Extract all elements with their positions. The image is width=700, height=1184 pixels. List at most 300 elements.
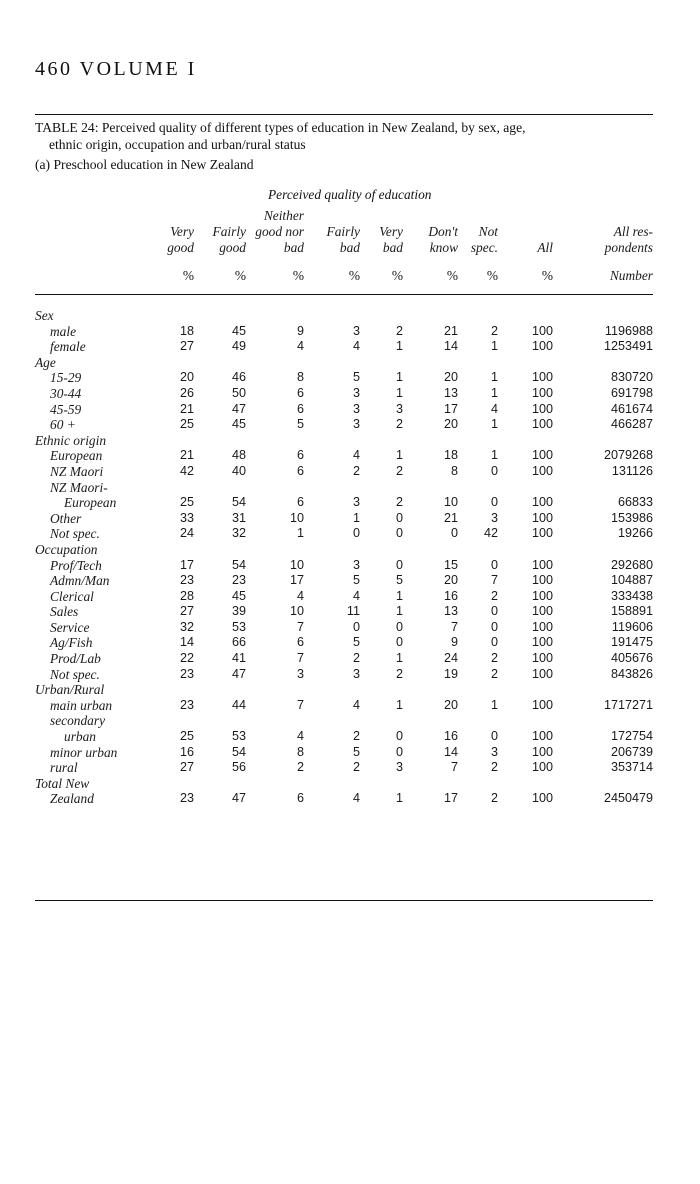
cell-6: 7 (490, 573, 498, 588)
table-row (0, 667, 700, 683)
cell-8: 119606 (611, 619, 653, 634)
table-subtitle: (a) Preschool education in New Zealand (35, 157, 254, 172)
cell-8: 691798 (610, 385, 653, 400)
cell-6: 2 (490, 666, 498, 681)
column-header-line: know (429, 240, 458, 255)
cell-8: 153986 (610, 510, 653, 525)
column-header-2 (244, 208, 304, 256)
cell-1: 54 (231, 744, 246, 759)
table-row (0, 698, 700, 714)
column-header-line: bad (382, 240, 403, 255)
cell-8: 2079268 (603, 448, 653, 463)
cell-4: 3 (395, 401, 403, 416)
column-unit-8: Number (609, 268, 653, 283)
cell-6: 2 (490, 651, 498, 666)
column-unit-0: % (182, 268, 194, 283)
table-caption (35, 119, 655, 153)
cell-6: 0 (490, 495, 498, 510)
table-row (0, 635, 700, 651)
cell-3: 3 (352, 495, 360, 510)
cell-8: 830720 (610, 370, 653, 385)
table-section-heading (0, 682, 700, 698)
cell-5: 13 (443, 604, 458, 619)
cell-2: 10 (289, 604, 304, 619)
column-header-line: Don't (428, 224, 458, 239)
cell-4: 1 (395, 604, 403, 619)
column-group-heading: Perceived quality of education (268, 187, 432, 202)
column-header-line: All res- (613, 224, 653, 239)
table-row (0, 526, 700, 542)
column-unit-5: % (446, 268, 458, 283)
cell-4: 0 (395, 744, 403, 759)
row-label: Prod/Lab (50, 651, 101, 667)
column-unit-7: % (541, 268, 553, 283)
table-row (0, 511, 700, 527)
cell-0: 33 (179, 510, 194, 525)
table-row (0, 776, 700, 807)
cell-2: 6 (296, 448, 304, 463)
cell-2: 8 (296, 370, 304, 385)
cell-5: 14 (443, 339, 458, 354)
cell-7: 100 (531, 448, 553, 463)
cell-4: 1 (395, 588, 403, 603)
table-row (0, 324, 700, 340)
cell-3: 0 (352, 619, 360, 634)
cell-5: 13 (443, 385, 458, 400)
column-header-line: Very (379, 224, 403, 239)
column-header-line: good nor (255, 224, 304, 239)
row-label: Occupation (35, 541, 98, 557)
row-label: 45-59 (50, 401, 82, 417)
cell-6: 1 (490, 697, 498, 712)
cell-3: 4 (352, 791, 360, 806)
cell-8: 131126 (611, 463, 653, 478)
cell-5: 10 (443, 495, 458, 510)
cell-4: 0 (395, 510, 403, 525)
cell-3: 5 (352, 370, 360, 385)
cell-3: 3 (352, 323, 360, 338)
cell-0: 14 (179, 635, 194, 650)
table-caption-line-2: ethnic origin, occupation and urban/rural status (49, 137, 306, 152)
cell-5: 20 (443, 417, 458, 432)
cell-0: 23 (179, 573, 194, 588)
row-label-line: NZ Maori- (50, 479, 108, 495)
cell-1: 47 (231, 401, 246, 416)
cell-8: 158891 (610, 604, 653, 619)
cell-2: 4 (296, 339, 304, 354)
cell-3: 0 (352, 526, 360, 541)
row-label: male (50, 323, 77, 339)
cell-7: 100 (531, 339, 553, 354)
running-head: 460 VOLUME I (35, 58, 197, 80)
cell-1: 56 (231, 760, 246, 775)
cell-3: 3 (352, 401, 360, 416)
row-label: Clerical (50, 588, 94, 604)
row-label: Ag/Fish (50, 635, 93, 651)
cell-5: 20 (443, 697, 458, 712)
cell-6: 1 (490, 448, 498, 463)
table-row (0, 480, 700, 511)
column-header-line: bad (283, 240, 304, 255)
column-header-line: Neither (263, 208, 304, 223)
row-label: main urban (50, 697, 113, 713)
cell-5: 0 (450, 526, 458, 541)
cell-8: 172754 (610, 729, 653, 744)
cell-7: 100 (531, 557, 553, 572)
row-label: Sales (50, 604, 79, 620)
cell-8: 19266 (617, 526, 653, 541)
cell-7: 100 (531, 791, 553, 806)
row-label: Age (35, 354, 56, 370)
row-label: female (50, 339, 86, 355)
cell-2: 4 (296, 729, 304, 744)
cell-8: 333438 (610, 588, 653, 603)
cell-5: 17 (443, 791, 458, 806)
cell-6: 2 (490, 791, 498, 806)
cell-3: 2 (352, 463, 360, 478)
cell-3: 2 (352, 651, 360, 666)
column-header-7 (493, 240, 553, 256)
cell-1: 54 (231, 495, 246, 510)
cell-8: 191475 (610, 635, 653, 650)
cell-5: 20 (443, 573, 458, 588)
table-row (0, 464, 700, 480)
cell-4: 0 (395, 557, 403, 572)
cell-2: 3 (296, 666, 304, 681)
column-header-line: bad (339, 240, 360, 255)
cell-1: 47 (231, 666, 246, 681)
cell-2: 2 (296, 760, 304, 775)
cell-0: 28 (179, 588, 194, 603)
row-label: Prof/Tech (50, 557, 102, 573)
cell-4: 1 (395, 697, 403, 712)
column-header-8 (593, 224, 653, 256)
cell-7: 100 (531, 697, 553, 712)
cell-7: 100 (531, 573, 553, 588)
cell-6: 4 (490, 401, 498, 416)
cell-1: 45 (231, 323, 246, 338)
cell-7: 100 (531, 729, 553, 744)
cell-7: 100 (531, 510, 553, 525)
cell-2: 7 (296, 651, 304, 666)
cell-2: 10 (289, 557, 304, 572)
row-label: 30-44 (50, 385, 82, 401)
cell-8: 1717271 (603, 697, 653, 712)
column-unit-2: % (292, 268, 304, 283)
row-label: rural (50, 760, 78, 776)
cell-5: 21 (443, 323, 458, 338)
column-unit-1: % (234, 268, 246, 283)
cell-5: 7 (450, 760, 458, 775)
cell-1: 31 (231, 510, 246, 525)
top-rule (35, 114, 653, 115)
row-label: minor urban (50, 744, 118, 760)
table-section-heading (0, 308, 700, 324)
table-body (0, 308, 700, 807)
cell-5: 16 (443, 588, 458, 603)
cell-1: 53 (231, 729, 246, 744)
cell-1: 53 (231, 619, 246, 634)
cell-6: 1 (490, 385, 498, 400)
cell-1: 39 (231, 604, 246, 619)
cell-1: 32 (231, 526, 246, 541)
cell-4: 0 (395, 635, 403, 650)
cell-5: 20 (443, 370, 458, 385)
cell-5: 9 (450, 635, 458, 650)
cell-3: 4 (352, 697, 360, 712)
cell-2: 1 (296, 526, 304, 541)
cell-7: 100 (531, 666, 553, 681)
cell-4: 2 (395, 666, 403, 681)
cell-7: 100 (531, 760, 553, 775)
cell-3: 1 (352, 510, 360, 525)
table-row (0, 620, 700, 636)
cell-7: 100 (531, 370, 553, 385)
cell-4: 1 (395, 339, 403, 354)
row-label: Not spec. (50, 526, 100, 542)
cell-3: 3 (352, 557, 360, 572)
cell-1: 23 (231, 573, 246, 588)
cell-6: 0 (490, 604, 498, 619)
cell-8: 66833 (617, 495, 653, 510)
cell-3: 2 (352, 729, 360, 744)
column-header-4 (343, 224, 403, 256)
cell-4: 0 (395, 619, 403, 634)
cell-7: 100 (531, 385, 553, 400)
cell-0: 27 (179, 339, 194, 354)
cell-2: 8 (296, 744, 304, 759)
cell-5: 17 (443, 401, 458, 416)
cell-0: 42 (179, 463, 194, 478)
cell-0: 27 (179, 604, 194, 619)
cell-1: 40 (231, 463, 246, 478)
column-header-line: good (219, 240, 246, 255)
cell-7: 100 (531, 323, 553, 338)
cell-3: 5 (352, 744, 360, 759)
cell-1: 46 (231, 370, 246, 385)
cell-8: 206739 (610, 744, 653, 759)
column-header-line: good (167, 240, 194, 255)
column-header-0 (134, 224, 194, 256)
cell-4: 3 (395, 760, 403, 775)
cell-3: 2 (352, 760, 360, 775)
column-header-line: spec. (470, 240, 498, 255)
table-row (0, 339, 700, 355)
cell-0: 25 (179, 729, 194, 744)
cell-2: 7 (296, 697, 304, 712)
cell-6: 0 (490, 557, 498, 572)
cell-4: 2 (395, 463, 403, 478)
cell-6: 0 (490, 729, 498, 744)
cell-1: 54 (231, 557, 246, 572)
row-label: Admn/Man (50, 573, 110, 589)
cell-8: 2450479 (603, 791, 653, 806)
cell-8: 843826 (610, 666, 653, 681)
cell-1: 47 (231, 791, 246, 806)
column-header-line: Fairly (212, 224, 246, 239)
column-header-6 (438, 224, 498, 256)
cell-7: 100 (531, 463, 553, 478)
cell-7: 100 (531, 588, 553, 603)
cell-6: 1 (490, 417, 498, 432)
cell-2: 6 (296, 635, 304, 650)
bottom-rule (35, 900, 653, 901)
cell-0: 20 (179, 370, 194, 385)
cell-2: 6 (296, 385, 304, 400)
row-label-line: European (64, 495, 117, 511)
cell-3: 11 (346, 604, 360, 619)
cell-2: 4 (296, 588, 304, 603)
cell-6: 0 (490, 463, 498, 478)
cell-5: 18 (443, 448, 458, 463)
header-rule (35, 294, 653, 295)
row-label: European (50, 448, 103, 464)
row-label: Not spec. (50, 666, 100, 682)
cell-3: 3 (352, 385, 360, 400)
cell-5: 15 (443, 557, 458, 572)
cell-8: 353714 (610, 760, 653, 775)
cell-1: 48 (231, 448, 246, 463)
cell-5: 14 (443, 744, 458, 759)
cell-0: 23 (179, 666, 194, 681)
column-unit-3: % (348, 268, 360, 283)
cell-0: 21 (179, 448, 194, 463)
cell-4: 2 (395, 323, 403, 338)
column-unit-6: % (486, 268, 498, 283)
cell-6: 2 (490, 323, 498, 338)
cell-8: 292680 (610, 557, 653, 572)
table-row (0, 573, 700, 589)
cell-5: 24 (443, 651, 458, 666)
table-row (0, 558, 700, 574)
cell-7: 100 (531, 744, 553, 759)
column-header-line: Very (170, 224, 194, 239)
cell-7: 100 (531, 604, 553, 619)
cell-0: 17 (179, 557, 194, 572)
row-label: 60 + (50, 417, 76, 433)
cell-7: 100 (531, 619, 553, 634)
cell-5: 21 (443, 510, 458, 525)
cell-1: 45 (231, 417, 246, 432)
row-label: Sex (35, 308, 54, 323)
cell-7: 100 (531, 526, 553, 541)
table-caption-line-1: TABLE 24: Perceived quality of different types of education in New Zealand, by sex, age, (35, 120, 526, 135)
row-label: Ethnic origin (35, 432, 107, 448)
cell-8: 466287 (610, 417, 653, 432)
table-row (0, 386, 700, 402)
cell-0: 23 (179, 697, 194, 712)
cell-2: 6 (296, 495, 304, 510)
cell-6: 0 (490, 619, 498, 634)
column-header-1 (186, 224, 246, 256)
row-label: NZ Maori (50, 463, 104, 479)
table-row (0, 417, 700, 433)
cell-4: 0 (395, 729, 403, 744)
cell-6: 0 (490, 635, 498, 650)
cell-3: 3 (352, 666, 360, 681)
cell-4: 1 (395, 385, 403, 400)
cell-0: 16 (179, 744, 194, 759)
cell-4: 1 (395, 370, 403, 385)
cell-2: 17 (289, 573, 304, 588)
cell-4: 1 (395, 448, 403, 463)
row-label-line: Total New (35, 775, 90, 791)
table-section-heading (0, 542, 700, 558)
cell-2: 10 (289, 510, 304, 525)
cell-0: 25 (179, 417, 194, 432)
cell-8: 1253491 (603, 339, 653, 354)
table-row (0, 589, 700, 605)
cell-5: 8 (450, 463, 458, 478)
cell-6: 42 (483, 526, 498, 541)
cell-0: 27 (179, 760, 194, 775)
cell-5: 19 (443, 666, 458, 681)
row-label: Urban/Rural (35, 682, 105, 698)
cell-7: 100 (531, 651, 553, 666)
cell-1: 45 (231, 588, 246, 603)
cell-6: 2 (490, 760, 498, 775)
cell-2: 6 (296, 401, 304, 416)
cell-5: 7 (450, 619, 458, 634)
table-row (0, 448, 700, 464)
cell-3: 5 (352, 635, 360, 650)
cell-8: 104887 (610, 573, 653, 588)
row-label: Other (50, 510, 82, 526)
row-label-line: Zealand (50, 791, 94, 807)
cell-6: 2 (490, 588, 498, 603)
cell-3: 4 (352, 339, 360, 354)
cell-6: 1 (490, 339, 498, 354)
cell-4: 5 (395, 573, 403, 588)
cell-8: 1196988 (604, 323, 653, 338)
cell-6: 1 (490, 370, 498, 385)
column-unit-4: % (391, 268, 403, 283)
cell-7: 100 (531, 401, 553, 416)
table-section-heading (0, 355, 700, 371)
table-row (0, 745, 700, 761)
cell-3: 3 (352, 417, 360, 432)
cell-1: 41 (231, 651, 246, 666)
table-row (0, 604, 700, 620)
table-row (0, 760, 700, 776)
table-row (0, 651, 700, 667)
cell-0: 24 (179, 526, 194, 541)
cell-0: 22 (179, 651, 194, 666)
cell-1: 50 (231, 385, 246, 400)
cell-0: 21 (179, 401, 194, 416)
cell-4: 2 (395, 495, 403, 510)
row-label: 15-29 (50, 370, 82, 386)
cell-2: 9 (296, 323, 304, 338)
cell-4: 2 (395, 417, 403, 432)
column-header-line: Fairly (326, 224, 360, 239)
cell-7: 100 (531, 635, 553, 650)
cell-4: 1 (395, 651, 403, 666)
table-row (0, 713, 700, 744)
cell-3: 4 (352, 448, 360, 463)
column-header-line: All (537, 240, 553, 255)
table-section-heading (0, 433, 700, 449)
table-row (0, 402, 700, 418)
cell-6: 3 (490, 510, 498, 525)
cell-0: 26 (179, 385, 194, 400)
cell-8: 461674 (610, 401, 653, 416)
cell-1: 66 (231, 635, 246, 650)
cell-2: 7 (296, 619, 304, 634)
cell-1: 49 (231, 339, 246, 354)
cell-6: 3 (490, 744, 498, 759)
cell-2: 5 (296, 417, 304, 432)
